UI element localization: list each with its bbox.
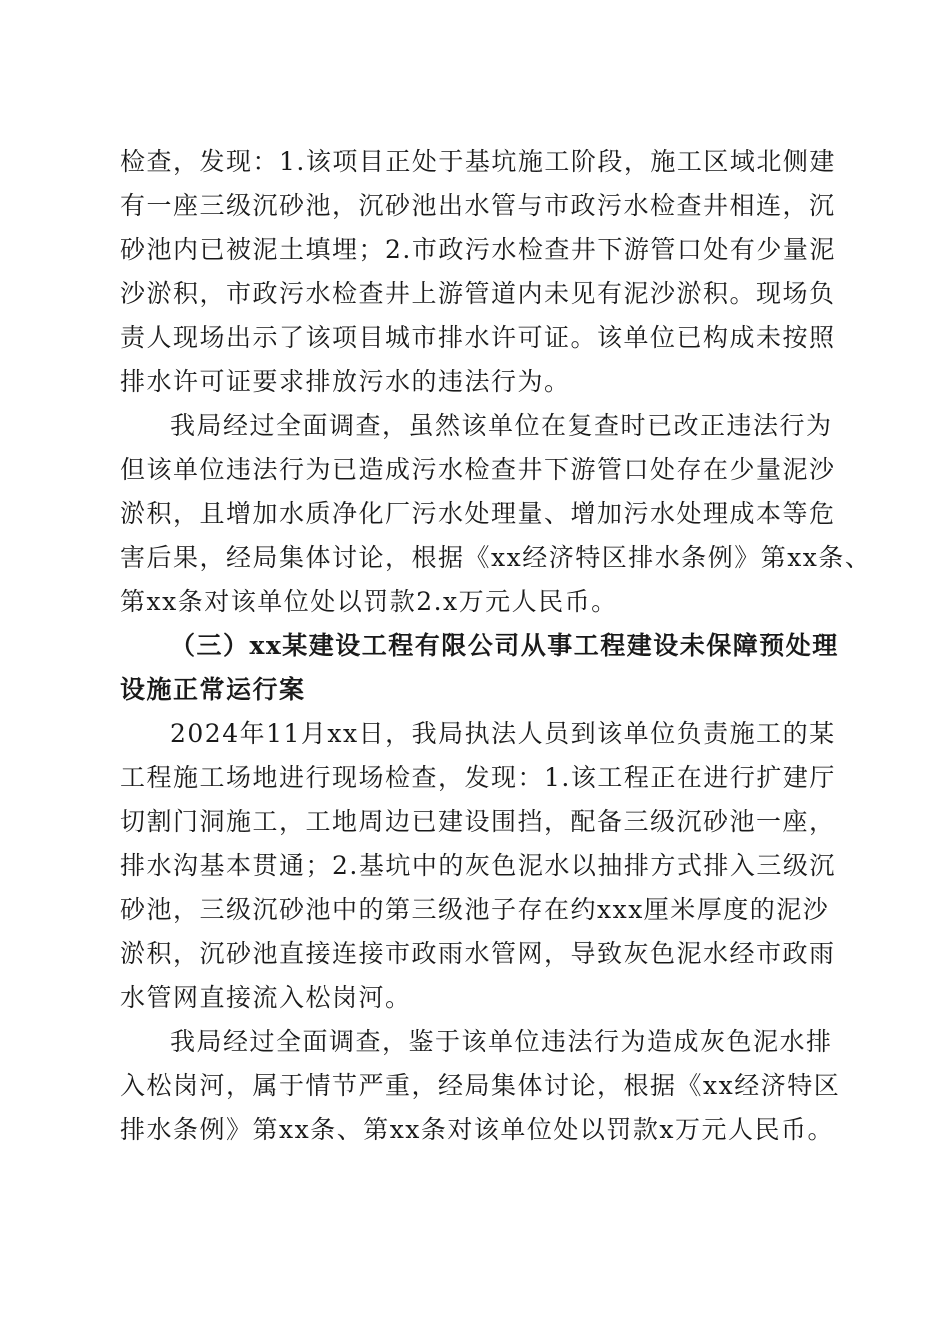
paragraph-line: 砂池内已被泥土填埋；2.市政污水检查井下游管口处有少量泥 (120, 235, 836, 264)
paragraph-line: 淤积，沉砂池直接连接市政雨水管网，导致灰色泥水经市政雨 (120, 939, 836, 968)
paragraph-line: 砂池，三级沉砂池中的第三级池子存在约xxx厘米厚度的泥沙 (120, 895, 830, 924)
section-heading: （三）xx某建设工程有限公司从事工程建设未保障预处理 (170, 631, 839, 660)
paragraph-line: 排水许可证要求排放污水的违法行为。 (120, 367, 571, 396)
section-heading: 设施正常运行案 (120, 675, 306, 704)
paragraph-line: 我局经过全面调查，鉴于该单位违法行为造成灰色泥水排 (170, 1027, 833, 1056)
paragraph-line: 切割门洞施工，工地周边已建设围挡，配备三级沉砂池一座， (120, 807, 836, 836)
paragraph-line: 第xx条对该单位处以罚款2.x万元人民币。 (120, 587, 618, 616)
paragraph-line: 排水条例》第xx条、第xx条对该单位处以罚款x万元人民币。 (120, 1115, 834, 1144)
paragraph-line: 2024年11月xx日，我局执法人员到该单位负责施工的某 (170, 719, 836, 748)
paragraph-line: 入松岗河，属于情节严重，经局集体讨论，根据《xx经济特区 (120, 1071, 841, 1100)
paragraph-line: 害后果，经局集体讨论，根据《xx经济特区排水条例》第xx条、 (120, 543, 872, 572)
paragraph-line: 但该单位违法行为已造成污水检查井下游管口处存在少量泥沙 (120, 455, 836, 484)
paragraph-line: 工程施工场地进行现场检查，发现：1.该工程正在进行扩建厅 (120, 763, 836, 792)
paragraph-line: 我局经过全面调查，虽然该单位在复查时已改正违法行为 (170, 411, 833, 440)
paragraph-line: 有一座三级沉砂池，沉砂池出水管与市政污水检查井相连，沉 (120, 191, 836, 220)
paragraph-line: 排水沟基本贯通；2.基坑中的灰色泥水以抽排方式排入三级沉 (120, 851, 836, 880)
document-body (120, 140, 872, 1152)
paragraph-line: 水管网直接流入松岗河。 (120, 983, 412, 1012)
paragraph-line: 检查，发现：1.该项目正处于基坑施工阶段，施工区域北侧建 (120, 147, 836, 176)
paragraph-line: 责人现场出示了该项目城市排水许可证。该单位已构成未按照 (120, 323, 836, 352)
paragraph-line: 沙淤积，市政污水检查井上游管道内未见有泥沙淤积。现场负 (120, 279, 836, 308)
paragraph-line: 淤积，且增加水质净化厂污水处理量、增加污水处理成本等危 (120, 499, 836, 528)
